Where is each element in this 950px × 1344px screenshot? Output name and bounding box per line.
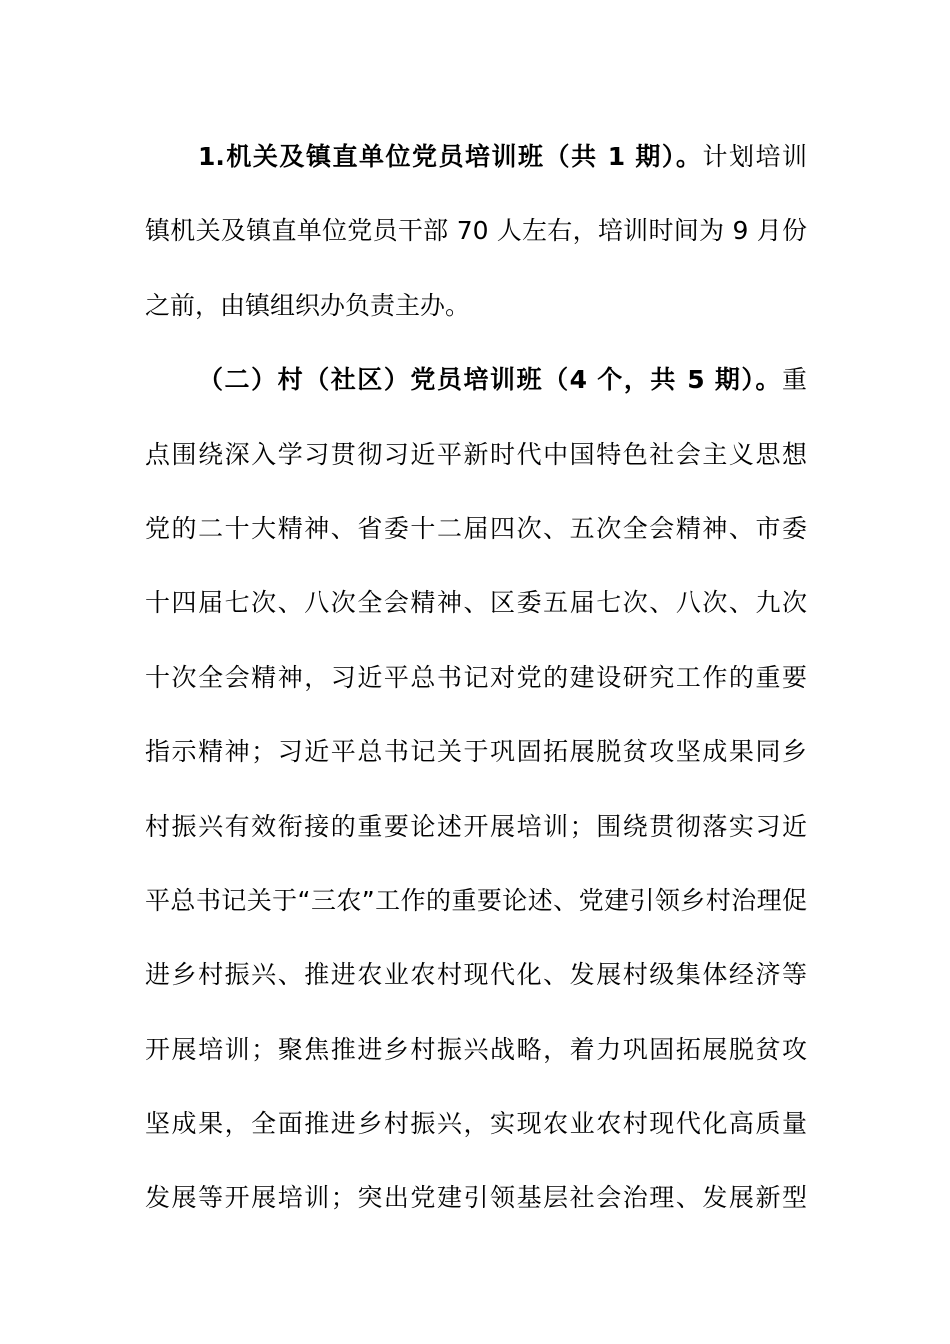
para2-line-5: 十次全会精神，习近平总书记对党的建设研究工作的重要 <box>145 662 807 692</box>
para2-line-3: 党的二十大精神、省委十二届四次、五次全会精神、市委 <box>145 513 807 543</box>
para2-line-8: 平总书记关于“三农”工作的重要论述、党建引领乡村治理促 <box>145 885 807 915</box>
para2-line-1 <box>145 343 807 417</box>
para2-line-1-text: 重 <box>781 365 807 395</box>
para2-line-2: 点围绕深入学习贯彻习近平新时代中国特色社会主义思想 <box>145 439 807 469</box>
para2-line-11: 坚成果，全面推进乡村振兴，实现农业农村现代化高质量 <box>145 1109 807 1139</box>
para2-line-9: 进乡村振兴、推进农业农村现代化、发展村级集体经济等 <box>145 960 807 990</box>
para2-line-10: 开展培训；聚焦推进乡村振兴战略，着力巩固拓展脱贫攻 <box>145 1034 807 1064</box>
para2-line-12: 发展等开展培训；突出党建引领基层社会治理、发展新型 <box>145 1183 807 1213</box>
para1-line-2: 镇机关及镇直单位党员干部 70 人左右，培训时间为 9 月份 <box>145 216 807 246</box>
para1-line-1-text: 计划培训 <box>702 142 807 171</box>
para1-line-1 <box>145 120 807 194</box>
para2-heading: （二）村（社区）党员培训班（4 个，共 5 期）。 <box>198 365 782 395</box>
para1-heading: 1.机关及镇直单位党员培训班（共 1 期）。 <box>198 142 703 171</box>
para1-line-3: 之前，由镇组织办负责主办。 <box>145 290 471 320</box>
para2-line-4: 十四届七次、八次全会精神、区委五届七次、八次、九次 <box>145 588 807 618</box>
para2-line-7: 村振兴有效衔接的重要论述开展培训；围绕贯彻落实习近 <box>145 811 807 841</box>
para2-line-6: 指示精神；习近平总书记关于巩固拓展脱贫攻坚成果同乡 <box>145 737 807 767</box>
document-body <box>145 120 807 1236</box>
